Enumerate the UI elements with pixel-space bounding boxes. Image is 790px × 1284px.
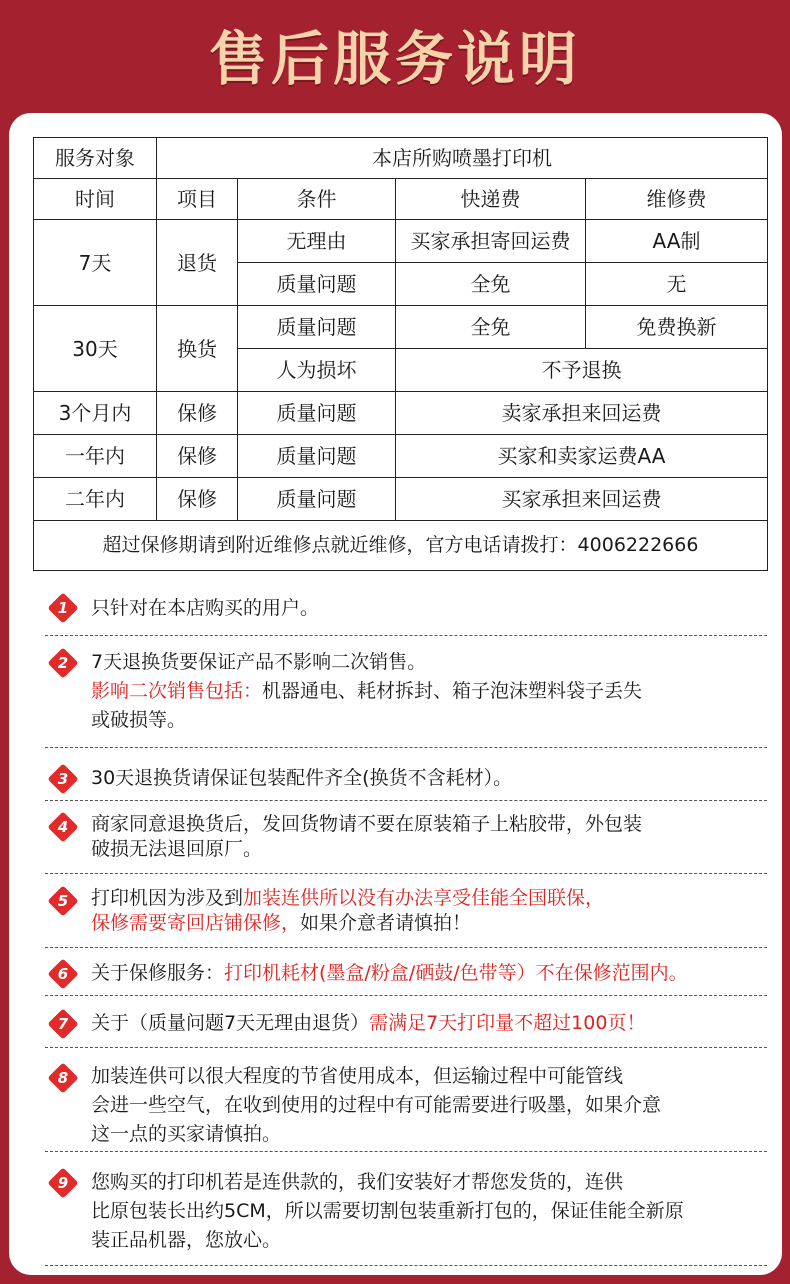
number-badge-icon: 1 xyxy=(47,592,79,624)
table-row xyxy=(34,435,768,478)
list-item xyxy=(45,878,767,948)
note-text: 商家同意退换货后，发回货物请不要在原装箱子上粘胶带，外包装 xyxy=(91,813,643,835)
cell-time: 一年内 xyxy=(34,435,157,478)
cell-condition: 质量问题 xyxy=(238,392,396,435)
repair-hotline-note: 超过保修期请到附近维修点就近维修，官方电话请拨打：4006222666 xyxy=(34,521,768,571)
note-text: 这一点的买家请慎拍。 xyxy=(91,1123,282,1145)
service-object-value: 本店所购喷墨打印机 xyxy=(157,138,768,179)
list-item xyxy=(45,804,767,874)
service-table xyxy=(33,137,768,571)
note-text: 30天退换货请保证包装配件齐全(换货不含耗材）。 xyxy=(91,767,513,789)
content-card xyxy=(9,113,782,1275)
number-badge-icon: 8 xyxy=(47,1062,79,1094)
note-text: 破损无法退回原厂。 xyxy=(91,838,263,860)
cell-item: 换货 xyxy=(157,306,238,392)
list-item xyxy=(45,589,767,636)
note-text: 关于（质量问题7天无理由退货）需满足7天打印量不超过100页！ xyxy=(91,1012,646,1034)
cell-condition: 无理由 xyxy=(238,220,396,263)
list-item xyxy=(45,1157,767,1266)
note-text: 只针对在本店购买的用户。 xyxy=(91,597,320,619)
table-row-service-object xyxy=(34,138,768,179)
header-repair-fee: 维修费 xyxy=(586,179,768,220)
table-footer-row xyxy=(34,521,768,571)
note-text: 影响二次销售包括：机器通电、耗材拆封、箱子泡沫塑料袋子丢失 xyxy=(91,680,643,702)
cell-condition: 质量问题 xyxy=(238,263,396,306)
number-badge-icon: 2 xyxy=(47,647,79,679)
cell-item: 保修 xyxy=(157,435,238,478)
note-text: 或破损等。 xyxy=(91,709,187,731)
note-text: 7天退换货要保证产品不影响二次销售。 xyxy=(91,651,427,673)
cell-condition: 质量问题 xyxy=(238,306,396,349)
note-text: 保修需要寄回店铺保修，如果介意者请慎拍！ xyxy=(91,912,472,934)
service-object-label: 服务对象 xyxy=(34,138,157,179)
note-text: 会进一些空气，在收到使用的过程中有可能需要进行吸墨，如果介意 xyxy=(91,1094,662,1116)
table-row xyxy=(34,392,768,435)
notes-list xyxy=(45,589,767,1266)
header-time: 时间 xyxy=(34,179,157,220)
header-item: 项目 xyxy=(157,179,238,220)
cell-repair-fee: 无 xyxy=(586,263,768,306)
cell-condition: 人为损坏 xyxy=(238,349,396,392)
note-text: 装正品机器，您放心。 xyxy=(91,1229,282,1251)
cell-shipping-fee: 买家承担寄回运费 xyxy=(396,220,586,263)
list-item xyxy=(45,754,767,801)
cell-item: 退货 xyxy=(157,220,238,306)
cell-condition: 质量问题 xyxy=(238,478,396,521)
table-row xyxy=(34,478,768,521)
number-badge-icon: 3 xyxy=(47,763,79,795)
cell-condition: 质量问题 xyxy=(238,435,396,478)
table-header-row xyxy=(34,179,768,220)
cell-merged-fee: 不予退换 xyxy=(396,349,768,392)
cell-merged-fee: 卖家承担来回运费 xyxy=(396,392,768,435)
cell-merged-fee: 买家承担来回运费 xyxy=(396,478,768,521)
list-item xyxy=(45,643,767,748)
list-item xyxy=(45,951,767,996)
cell-time: 7天 xyxy=(34,220,157,306)
cell-repair-fee: AA制 xyxy=(586,220,768,263)
page-title: 售后服务说明 xyxy=(208,25,581,93)
note-text: 比原包装长出约5CM，所以需要切割包装重新打包的，保证佳能全新原 xyxy=(91,1200,684,1222)
table-row xyxy=(34,220,768,263)
table-row xyxy=(34,306,768,349)
note-text: 加装连供可以很大程度的节省使用成本，但运输过程中可能管线 xyxy=(91,1065,624,1087)
note-text: 打印机因为涉及到加装连供所以没有办法享受佳能全国联保， xyxy=(91,887,605,909)
cell-item: 保修 xyxy=(157,392,238,435)
cell-time: 3个月内 xyxy=(34,392,157,435)
note-text: 您购买的打印机若是连供款的，我们安装好才帮您发货的，连供 xyxy=(91,1171,624,1193)
cell-merged-fee: 买家和卖家运费AA xyxy=(396,435,768,478)
cell-time: 30天 xyxy=(34,306,157,392)
number-badge-icon: 4 xyxy=(47,811,79,843)
cell-repair-fee: 免费换新 xyxy=(586,306,768,349)
note-text: 关于保修服务：打印机耗材(墨盒/粉盒/硒鼓/色带等）不在保修范围内。 xyxy=(91,962,688,984)
cell-shipping-fee: 全免 xyxy=(396,306,586,349)
number-badge-icon: 5 xyxy=(47,885,79,917)
list-item xyxy=(45,1052,767,1152)
cell-item: 保修 xyxy=(157,478,238,521)
list-item xyxy=(45,999,767,1048)
number-badge-icon: 9 xyxy=(47,1167,79,1199)
cell-shipping-fee: 全免 xyxy=(396,263,586,306)
cell-time: 二年内 xyxy=(34,478,157,521)
header-shipping-fee: 快递费 xyxy=(396,179,586,220)
header-condition: 条件 xyxy=(238,179,396,220)
number-badge-icon: 6 xyxy=(47,958,79,990)
number-badge-icon: 7 xyxy=(47,1008,79,1040)
